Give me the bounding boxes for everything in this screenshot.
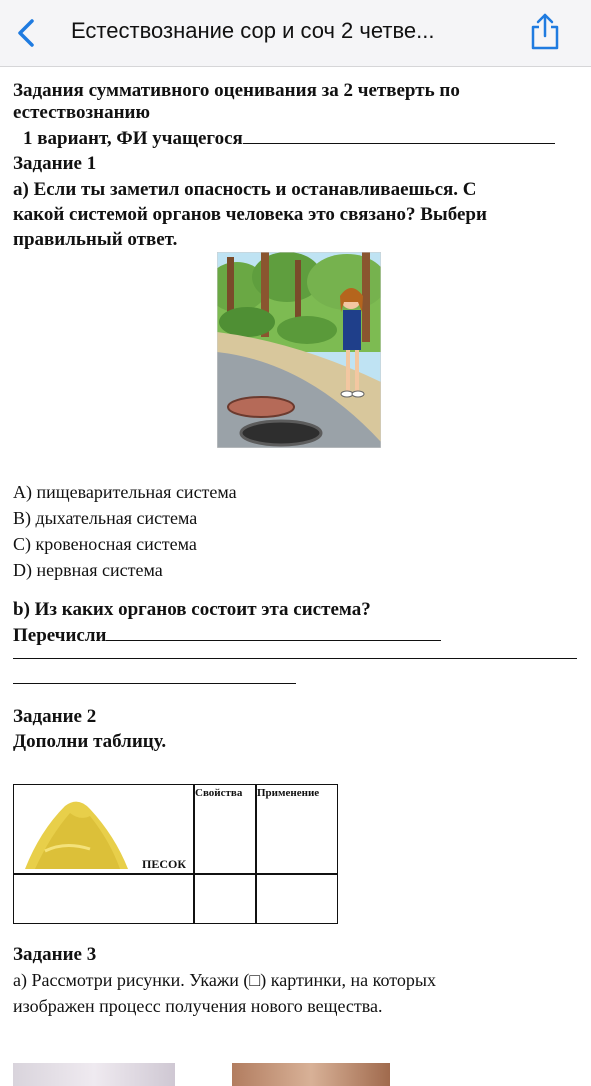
answer-blank-line-1 bbox=[106, 622, 441, 641]
task1-options bbox=[13, 480, 579, 583]
column-header-usage: Применение bbox=[257, 787, 320, 799]
girl-manhole-illustration bbox=[217, 252, 381, 448]
variant-line bbox=[13, 125, 579, 151]
answer-blank-line-3 bbox=[13, 659, 296, 684]
task3-line1 bbox=[13, 968, 579, 993]
table-vline-2 bbox=[255, 785, 257, 923]
checkbox-symbol: □ bbox=[249, 970, 261, 990]
task3-title: Задание 3 bbox=[13, 944, 97, 965]
task3-line1-end: ) картинки, на которых bbox=[260, 970, 436, 990]
task3-picture-1 bbox=[13, 1063, 175, 1086]
task2-instruction: Дополни таблицу. bbox=[13, 731, 167, 752]
task1-question-b-line2 bbox=[13, 622, 579, 648]
task1-question-b-line1: b) Из каких органов состоит эта система? bbox=[13, 599, 371, 620]
chevron-left-icon[interactable] bbox=[12, 16, 42, 50]
option-a: А) пищеварительная система bbox=[13, 482, 237, 502]
task2-title: Задание 2 bbox=[13, 706, 97, 727]
task3-line2: изображен процесс получения нового вещества. bbox=[13, 996, 383, 1016]
option-b: В) дыхательная система bbox=[13, 508, 198, 528]
task3-picture-2 bbox=[232, 1063, 390, 1086]
share-icon[interactable] bbox=[528, 12, 562, 52]
task1-question-a-line3: правильный ответ. bbox=[13, 229, 178, 250]
table-underline-left bbox=[14, 873, 22, 875]
top-bar bbox=[0, 0, 591, 67]
task1-title: Задание 1 bbox=[13, 153, 97, 174]
column-header-properties: Свойства bbox=[195, 787, 243, 799]
task3-line1-start: а) Рассмотри рисунки. Укажи ( bbox=[13, 970, 250, 990]
document-title: Естествознание сор и соч 2 четве... bbox=[71, 18, 435, 43]
sand-label: ПЕСОК bbox=[142, 857, 187, 871]
option-d: D) нервная система bbox=[13, 560, 163, 580]
variant-label: 1 вариант, ФИ учащегося bbox=[23, 128, 243, 149]
task3-block bbox=[13, 942, 579, 1019]
table-vline-1 bbox=[193, 785, 195, 923]
task1-question-a-line2: какой системой органов человека это связано? Выбери bbox=[13, 204, 487, 225]
doc-heading-line1: Задания суммативного оценивания за 2 четверть по bbox=[13, 80, 460, 101]
sand-pile-image bbox=[20, 791, 130, 876]
list-label: Перечисли bbox=[13, 625, 107, 646]
task1-question-a-line1: а) Если ты заметил опасность и останавливаешься. С bbox=[13, 179, 477, 200]
answer-blank-line-2 bbox=[13, 648, 577, 659]
doc-heading-line2: естествознанию bbox=[13, 102, 150, 123]
option-c: С) кровеносная система bbox=[13, 534, 197, 554]
document-page bbox=[13, 78, 579, 1016]
sand-table bbox=[13, 784, 338, 924]
name-blank-line bbox=[243, 125, 555, 144]
